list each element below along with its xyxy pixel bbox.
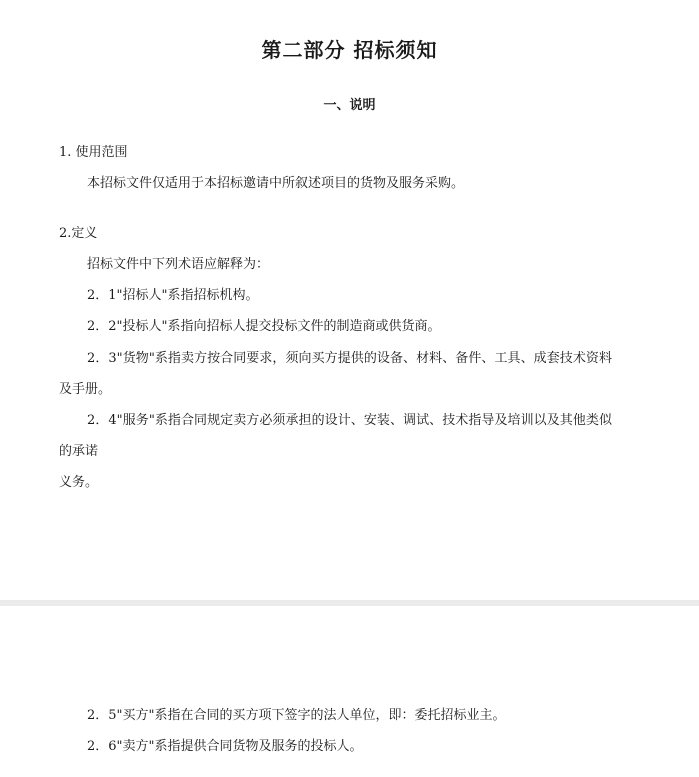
definition-2-3: 2．3"货物"系指卖方按合同要求，须向买方提供的设备、材料、备件、工具、成套技术资料及手册。 bbox=[59, 351, 612, 397]
definition-2-2: 2．2"投标人"系指向招标人提交投标文件的制造商或供货商。 bbox=[87, 319, 441, 334]
definition-2-5: 2．5"买方"系指在合同的买方项下签字的法人单位，即：委托招标业主。 bbox=[87, 708, 506, 723]
clause-1-body: 本招标文件仅适用于本招标邀请中所叙述项目的货物及服务采购。 bbox=[87, 176, 465, 191]
section-heading: 一、说明 bbox=[323, 98, 376, 113]
clause-1-heading: 1. 使用范围 bbox=[59, 145, 128, 160]
document-page-2 bbox=[0, 606, 699, 777]
definition-2-1: 2．1"招标人"系指招标机构。 bbox=[87, 288, 259, 303]
clause-2-intro: 招标文件中下列术语应解释为： bbox=[87, 257, 270, 272]
definition-2-6: 2．6"卖方"系指提供合同货物及服务的投标人。 bbox=[87, 739, 363, 754]
clause-2-heading: 2.定义 bbox=[59, 226, 98, 241]
page-title: 第二部分 招标须知 bbox=[261, 38, 438, 62]
definition-2-4: 2．4"服务"系指合同规定卖方必须承担的设计、安装、调试、技术指导及培训以及其他类似的承诺 bbox=[59, 413, 612, 459]
definition-2-4-continuation: 义务。 bbox=[59, 475, 99, 490]
